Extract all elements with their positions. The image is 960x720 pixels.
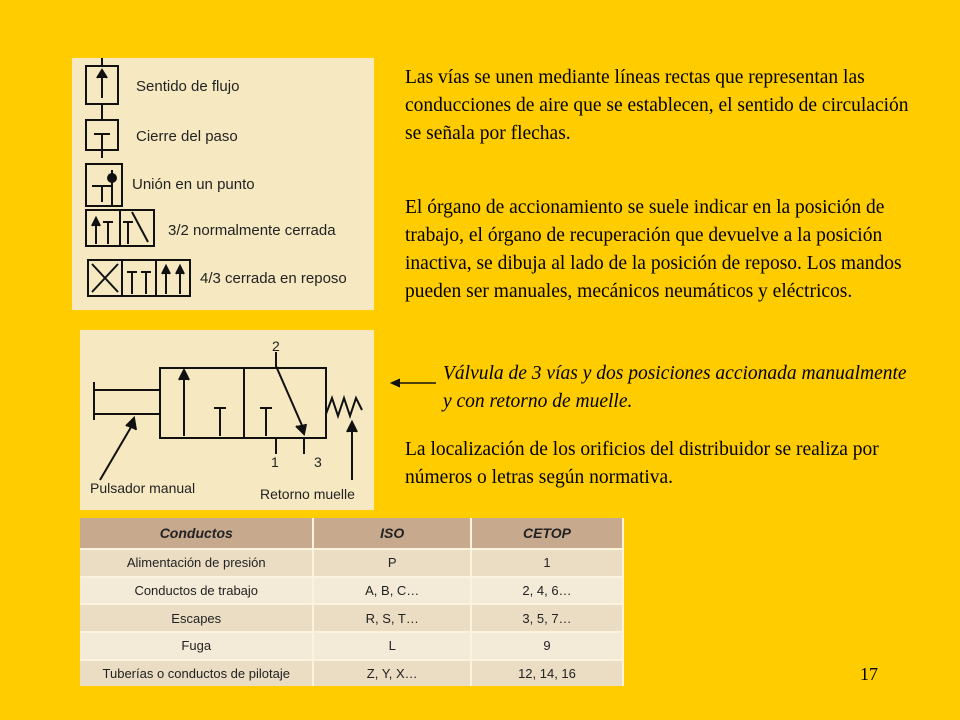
symbol-label-junction: Unión en un punto: [132, 176, 255, 193]
table-row: [80, 604, 623, 632]
cell-conducto: Alimentación de presión: [80, 549, 313, 577]
cell-iso: R, S, T…: [313, 604, 470, 632]
valve-4-3-closed-center-icon: [88, 260, 190, 296]
cell-cetop: 9: [471, 632, 623, 660]
cell-cetop: 1: [471, 549, 623, 577]
cell-cetop: 12, 14, 16: [471, 660, 623, 686]
port-3-label: 3: [314, 454, 322, 470]
symbol-label-shutoff: Cierre del paso: [136, 128, 238, 145]
paragraph-conduits: Las vías se unen mediante líneas rectas que representan las conducciones de aire que se establecen, el sentido de circulación se señala por flechas.: [405, 67, 909, 144]
cell-conducto: Fuga: [80, 632, 313, 660]
cell-cetop: 3, 5, 7…: [471, 604, 623, 632]
valve-3-2-normally-closed-icon: [86, 210, 154, 246]
retorno-muelle-label: Retorno muelle: [260, 486, 355, 502]
table-row: [80, 632, 623, 660]
symbols-panel: [72, 58, 374, 310]
cell-conducto: Tuberías o conductos de pilotaje: [80, 660, 313, 686]
valve-caption: Válvula de 3 vías y dos posiciones accionada manualmente y con retorno de muelle.: [443, 363, 907, 412]
conduits-table: [80, 518, 624, 686]
table-row: [80, 660, 623, 686]
table-header-row: [80, 518, 623, 549]
port-1-label: 1: [271, 454, 279, 470]
cell-conducto: Conductos de trabajo: [80, 577, 313, 605]
flow-direction-icon: [86, 58, 118, 112]
paragraph-port-numbering: La localización de los orificios del distribuidor se realiza por números o letras según normativa.: [405, 439, 879, 488]
valve-diagram-panel: [80, 330, 374, 510]
cell-cetop: 2, 4, 6…: [471, 577, 623, 605]
header-conductos: Conductos: [80, 518, 313, 549]
flow-shutoff-icon: [86, 112, 118, 158]
caption-arrow-icon: [388, 376, 438, 390]
symbol-label-flow-direction: Sentido de flujo: [136, 78, 240, 95]
port-2-label: 2: [272, 338, 280, 354]
page-number: 17: [860, 664, 878, 684]
cell-iso: P: [313, 549, 470, 577]
cell-iso: A, B, C…: [313, 577, 470, 605]
table-row: [80, 549, 623, 577]
table-row: [80, 577, 623, 605]
symbol-label-valve-3-2: 3/2 normalmente cerrada: [168, 222, 336, 239]
header-cetop: CETOP: [471, 518, 623, 549]
symbol-label-valve-4-3: 4/3 cerrada en reposo: [200, 270, 347, 287]
paragraph-actuation: El órgano de accionamiento se suele indicar en la posición de trabajo, el órgano de recuperación que devuelve a la posición inactiva, se dibuja al lado de la posición de reposo. Los mandos pueden ser manuales, mecánicos neumáticos y eléctricos.: [405, 197, 902, 302]
spring-icon: [326, 398, 362, 416]
cell-conducto: Escapes: [80, 604, 313, 632]
conduits-table-panel: [80, 518, 624, 686]
cell-iso: Z, Y, X…: [313, 660, 470, 686]
pulsador-manual-label: Pulsador manual: [90, 480, 196, 496]
header-iso: ISO: [313, 518, 470, 549]
junction-point-icon: [86, 164, 122, 206]
cell-iso: L: [313, 632, 470, 660]
